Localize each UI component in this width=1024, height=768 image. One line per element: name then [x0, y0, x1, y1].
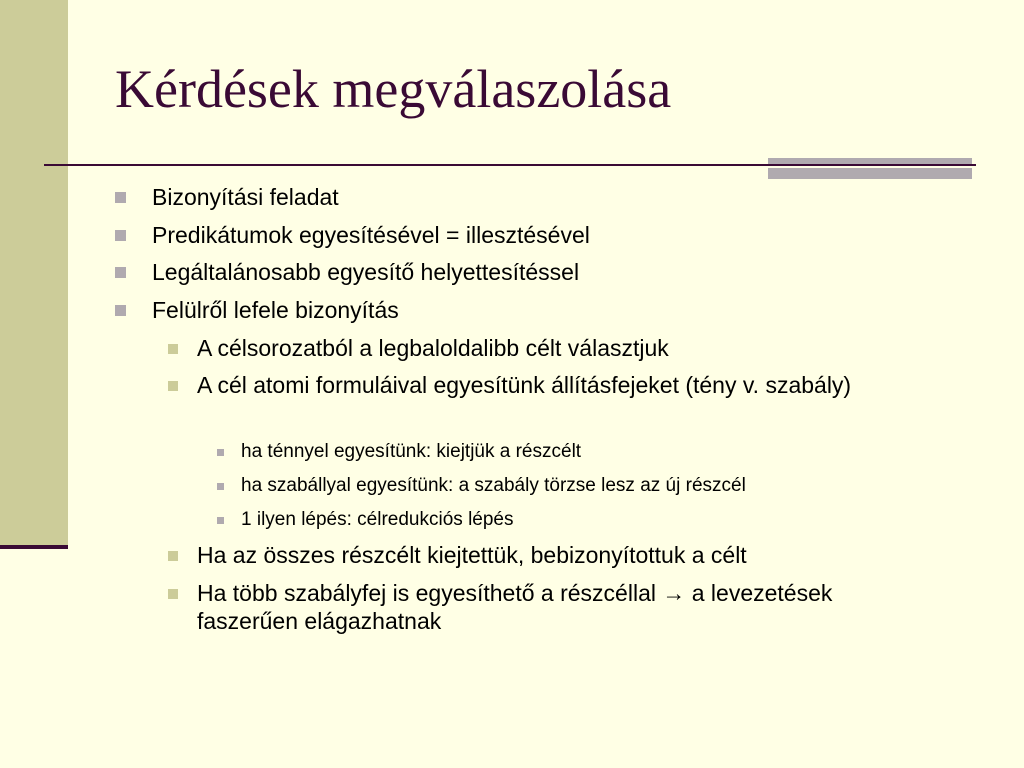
- sub-bullet-item: [197, 372, 917, 400]
- sub-bullet-item: [197, 580, 837, 635]
- sub-sub-bullet-text: ha szabállyal egyesítünk: a szabály törzse lesz az új részcél: [241, 475, 746, 496]
- square-bullet-icon: [115, 305, 126, 316]
- sub-bullet-text: A cél atomi formuláival egyesítünk állításfejeket (tény v. szabály): [197, 372, 852, 398]
- sub-sub-bullet-item: [241, 509, 961, 532]
- bullet-text: Legáltalánosabb egyesítő helyettesítéssel: [152, 259, 580, 285]
- sub-sub-bullet-text: 1 ilyen lépés: célredukciós lépés: [241, 509, 514, 530]
- sub-sub-bullet-item: [241, 475, 961, 498]
- square-bullet-icon: [115, 230, 126, 241]
- square-bullet-icon: [217, 517, 224, 524]
- sub-bullet-text: Ha több szabályfej is egyesíthető a részcéllal → a levezetések faszerűen elágazhatnak: [197, 580, 833, 634]
- square-bullet-icon: [217, 483, 224, 490]
- sub-bullet-item: [197, 335, 957, 363]
- sub-bullet-item: [197, 542, 957, 570]
- square-bullet-icon: [168, 551, 178, 561]
- bullet-item: [152, 259, 579, 287]
- bullet-item: [152, 222, 590, 250]
- bullet-text: Predikátumok egyesítésével = illesztésével: [152, 222, 590, 248]
- bullet-text: Bizonyítási feladat: [152, 184, 339, 210]
- bullet-item: [152, 184, 339, 212]
- sub-bullet-text: Ha az összes részcélt kiejtettük, bebizonyítottuk a célt: [197, 542, 747, 568]
- square-bullet-icon: [168, 344, 178, 354]
- square-bullet-icon: [168, 381, 178, 391]
- bullet-item: [152, 297, 399, 325]
- sub-bullet-text: A célsorozatból a legbaloldalibb célt választjuk: [197, 335, 669, 361]
- square-bullet-icon: [168, 589, 178, 599]
- square-bullet-icon: [115, 267, 126, 278]
- bullet-text: Felülről lefele bizonyítás: [152, 297, 399, 323]
- sub-sub-bullet-item: [241, 441, 961, 464]
- square-bullet-icon: [217, 449, 224, 456]
- square-bullet-icon: [115, 192, 126, 203]
- sub-sub-bullet-text: ha ténnyel egyesítünk: kiejtjük a részcélt: [241, 441, 582, 462]
- slide-title: Kérdések megválaszolása: [115, 59, 672, 119]
